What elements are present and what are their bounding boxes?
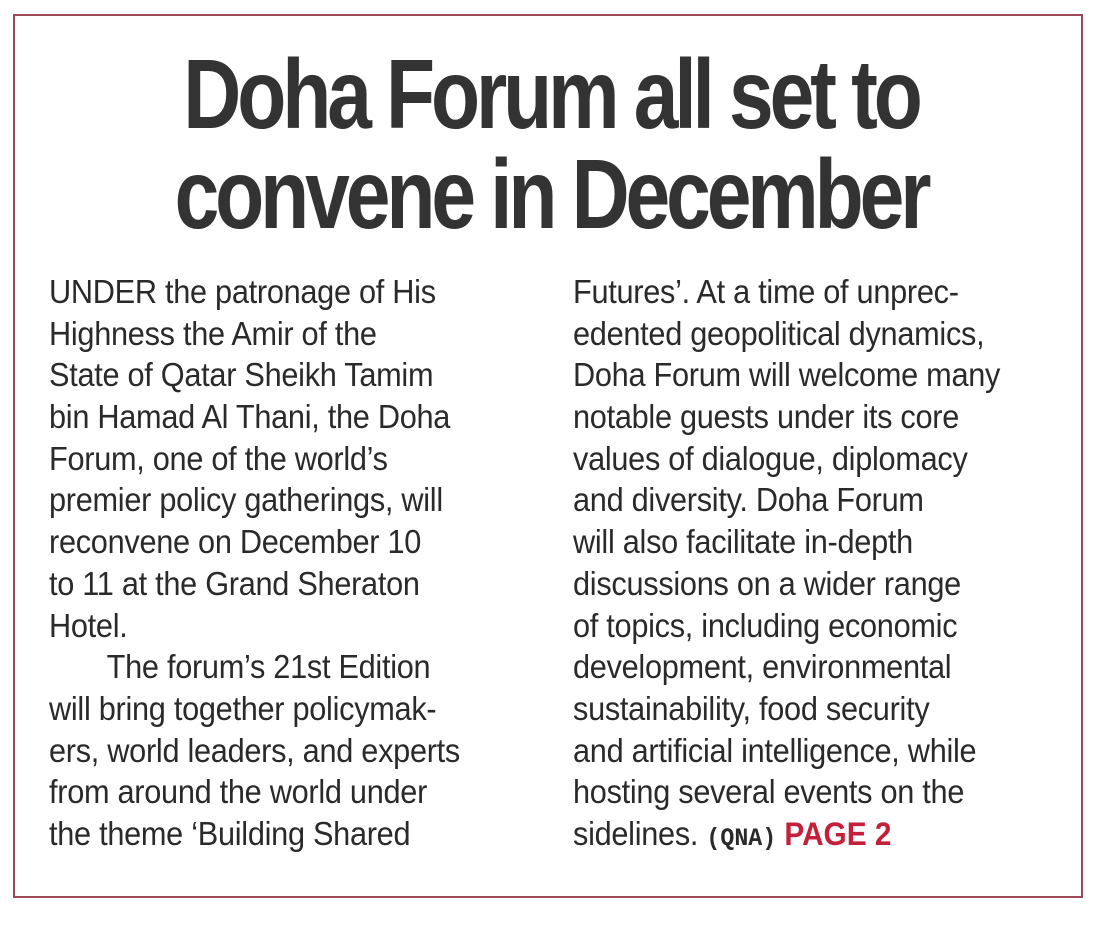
body-line: Hotel. [49,606,128,644]
body-line: and diversity. Doha Forum [573,481,924,519]
body-line: Highness the Amir of the [49,314,377,352]
body-line: State of Qatar Sheikh Tamim [49,356,434,394]
body-line: and artificial intelligence, while [573,731,977,769]
body-line: UNDER the patronage of His [49,273,436,310]
body-line: premier policy gatherings, will [49,481,443,519]
page-reference-link[interactable]: PAGE 2 [784,815,892,852]
headline-line-2: convene in December [174,139,928,249]
last-body-line [573,813,1019,855]
body-line: to 11 at the Grand Sheraton [49,564,420,602]
body-line: Forum, one of the world’s [49,439,388,477]
body-line: reconvene on December 10 [49,523,422,561]
body-line: notable guests under its core [573,398,960,436]
body-line: the theme ‘Building Shared [49,814,411,852]
body-line: hosting several events on the [573,773,965,811]
body-line: bin Hamad Al Thani, the Doha [49,398,451,436]
body-line-text: sidelines. [573,814,699,852]
paragraph-start-line: The forum’s 21st Edition [106,648,431,686]
body-line: edented geopolitical dynamics, [573,314,985,352]
body-line: of topics, including economic [573,606,958,644]
body-line: will bring together policymak- [49,689,437,727]
body-line: values of dialogue, diplomacy [573,439,968,477]
body-line: sustainability, food security [573,689,930,727]
headline-line-1: Doha Forum all set to [183,39,919,149]
headline [99,39,1003,249]
news-agency-credit: (QNA) [706,823,777,853]
body-line: development, environmental [573,648,952,686]
body-column-right [573,271,1053,855]
body-line: Doha Forum will welcome many [573,356,1001,394]
body-line: discussions on a wider range [573,564,961,602]
body-column-left [49,271,519,855]
body-line: Futures’. At a time of unprec- [573,273,959,310]
body-line: from around the world under [49,773,428,811]
body-line: ers, world leaders, and experts [49,731,460,769]
body-line: will also facilitate in-depth [573,523,913,561]
